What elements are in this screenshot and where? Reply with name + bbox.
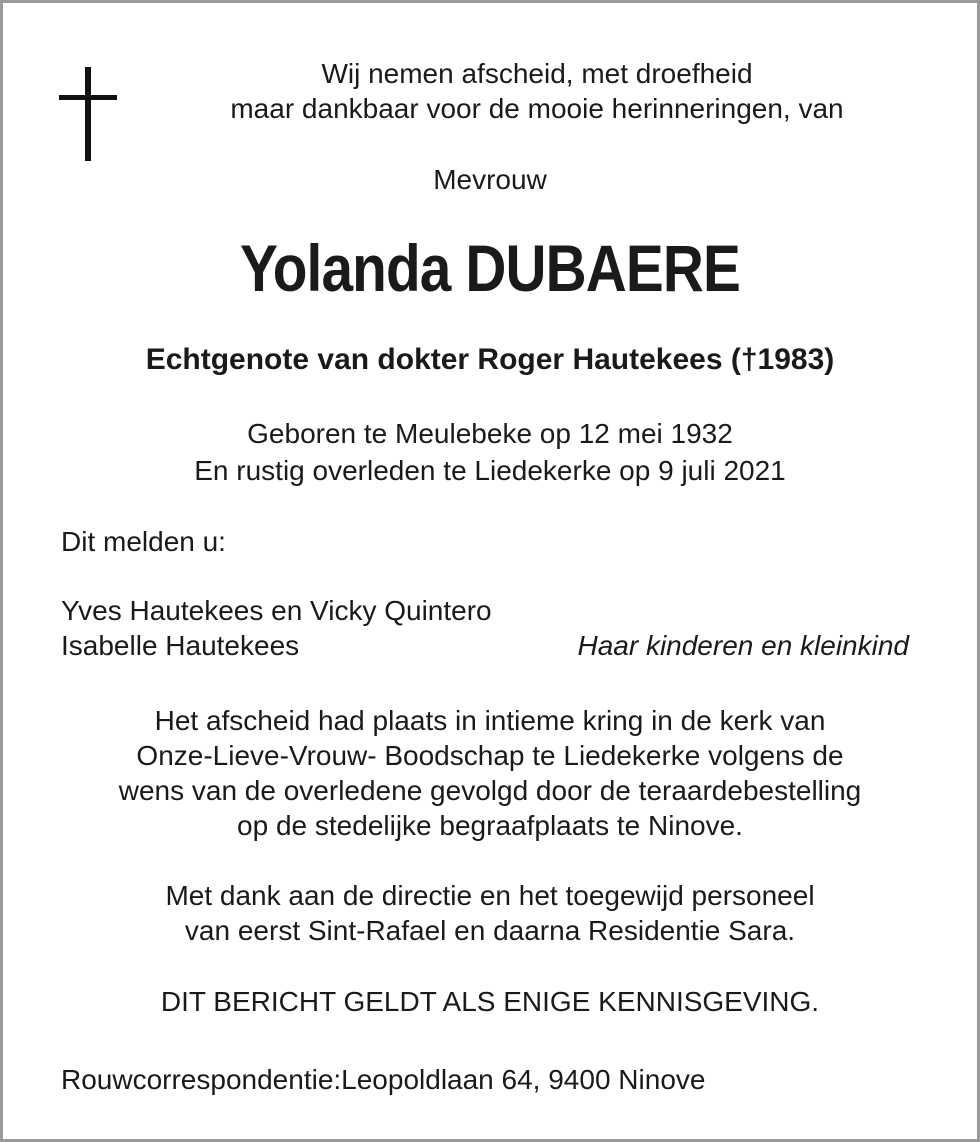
spouse-line: Echtgenote van dokter Roger Hautekees (†1983)	[145, 343, 835, 376]
deceased-name: Yolanda DUBAERE	[239, 231, 741, 305]
family-line-2: Isabelle Hautekees	[61, 630, 300, 661]
cross-icon	[59, 67, 117, 161]
title: Mevrouw	[433, 164, 547, 195]
death-line: En rustig overleden te Liedekerke op 9 juli 2021	[194, 455, 786, 486]
ceremony-line: op de stedelijke begraafplaats te Ninove.	[237, 810, 743, 841]
ceremony-line: Het afscheid had plaats in intieme kring in de kerk van	[154, 705, 826, 736]
notice-line: DIT BERICHT GELDT ALS ENIGE KENNISGEVING.	[160, 986, 820, 1017]
intro-line-2: maar dankbaar voor de mooie herinneringen, van	[230, 93, 844, 124]
thanks-line: Met dank aan de directie en het toegewijd personeel	[165, 880, 815, 911]
correspondence-line: Rouwcorrespondentie:Leopoldlaan 64, 9400 Ninove	[61, 1064, 706, 1095]
intro-line-1: Wij nemen afscheid, met droefheid	[321, 58, 753, 89]
family-line-1: Yves Hautekees en Vicky Quintero	[61, 595, 492, 626]
ceremony-line: wens van de overledene gevolgd door de teraardebestelling	[118, 775, 862, 806]
birth-line: Geboren te Meulebeke op 12 mei 1932	[247, 418, 733, 449]
family-relation: Haar kinderen en kleinkind	[577, 630, 909, 661]
thanks-line: van eerst Sint-Rafael en daarna Residentie Sara.	[184, 915, 796, 946]
ceremony-line: Onze-Lieve-Vrouw- Boodschap te Liedekerke volgens de	[136, 740, 844, 771]
announce-label: Dit melden u:	[61, 526, 226, 557]
